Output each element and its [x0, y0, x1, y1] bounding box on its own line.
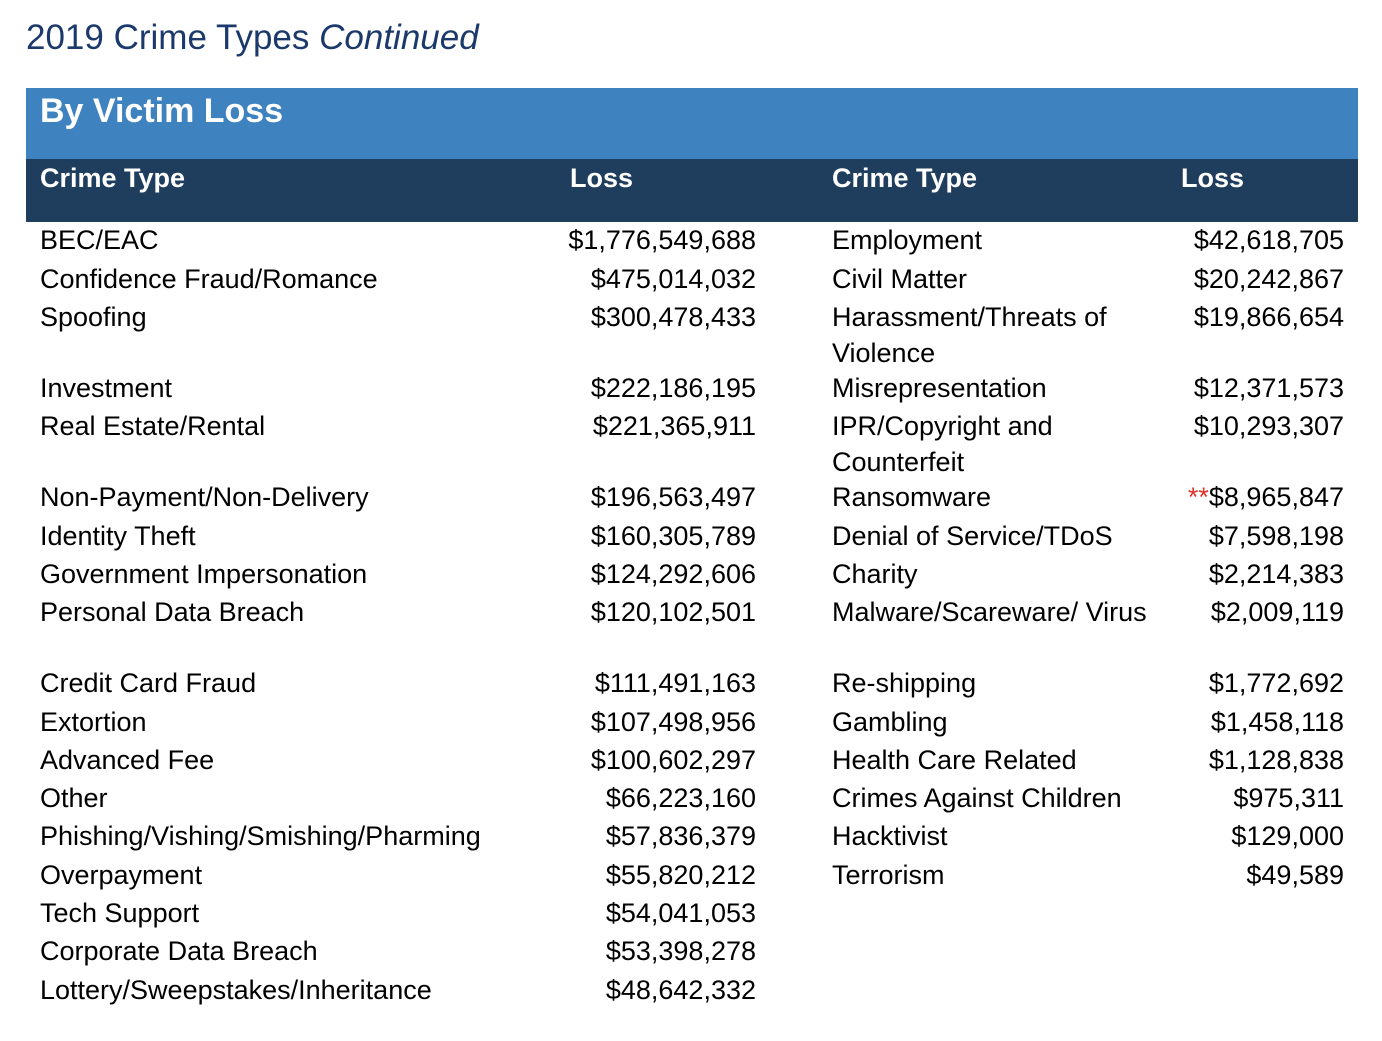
loss-cell: $2,214,383: [1208, 559, 1344, 589]
loss-cell: $975,311: [1233, 783, 1344, 813]
loss-cell: $1,776,549,688: [568, 225, 756, 255]
crime-type-cell: Advanced Fee: [40, 745, 215, 775]
loss-cell: $53,398,278: [605, 936, 756, 966]
crime-type-cell: BEC/EAC: [40, 225, 159, 255]
loss-cell: $2,009,119: [1210, 597, 1344, 627]
loss-cell: $57,836,379: [605, 821, 756, 851]
loss-cell: $221,365,911: [592, 411, 756, 441]
crime-type-cell: Overpayment: [40, 860, 203, 890]
loss-cell: $111,491,163: [594, 668, 756, 698]
loss-cell: $1,128,838: [1208, 745, 1344, 775]
loss-cell: $222,186,195: [590, 373, 756, 403]
loss-cell: $475,014,032: [590, 264, 756, 294]
loss-cell: $12,371,573: [1193, 373, 1344, 403]
header-left-crime-type: Crime Type: [40, 163, 186, 193]
crime-type-cell: Personal Data Breach: [40, 597, 305, 627]
loss-cell: $129,000: [1231, 821, 1344, 851]
crime-type-cell: Malware/Scareware/ Virus: [832, 597, 1147, 627]
crime-type-cell: Gambling: [832, 707, 948, 737]
crime-type-cell: Health Care Related: [832, 745, 1077, 775]
crime-type-cell: IPR/Copyright and Counterfeit: [832, 411, 1053, 477]
crime-type-cell: Lottery/Sweepstakes/Inheritance: [40, 975, 432, 1005]
page-title-italic: Continued: [319, 18, 479, 57]
crime-type-cell: Denial of Service/TDoS: [832, 521, 1113, 551]
crime-type-cell: Non-Payment/Non-Delivery: [40, 482, 369, 512]
loss-cell: $1,772,692: [1208, 668, 1344, 698]
crime-type-cell: Ransomware: [832, 482, 992, 512]
loss-cell: $19,866,654: [1193, 302, 1344, 332]
crime-type-cell: Tech Support: [40, 898, 200, 928]
loss-cell: $54,041,053: [605, 898, 756, 928]
crime-type-cell: Hacktivist: [832, 821, 948, 851]
crime-type-cell: Corporate Data Breach: [40, 936, 318, 966]
header-left-loss: Loss: [570, 163, 634, 193]
crime-type-cell: Investment: [40, 373, 173, 403]
loss-cell: $1,458,118: [1210, 707, 1344, 737]
page-title-main: 2019 Crime Types: [26, 18, 320, 57]
loss-cell: $48,642,332: [605, 975, 756, 1005]
crime-type-cell: Other: [40, 783, 108, 813]
crime-type-cell: Terrorism: [832, 860, 945, 890]
crime-type-cell: Phishing/Vishing/Smishing/Pharming: [40, 821, 481, 851]
loss-cell: $124,292,606: [590, 559, 756, 589]
crime-type-cell: Credit Card Fraud: [40, 668, 257, 698]
loss-cell: $300,478,433: [590, 302, 756, 332]
crime-type-cell: Harassment/Threats of Violence: [832, 302, 1107, 368]
banner-title: By Victim Loss: [40, 92, 284, 130]
loss-cell: $49,589: [1246, 860, 1344, 890]
loss-value: $8,965,847: [1208, 482, 1344, 512]
crime-type-cell: Real Estate/Rental: [40, 411, 266, 441]
header-right-crime-type: Crime Type: [832, 163, 978, 193]
loss-cell: $7,598,198: [1208, 521, 1344, 551]
page-title: [26, 18, 479, 58]
crime-type-cell: Misrepresentation: [832, 373, 1047, 403]
crime-type-cell: Charity: [832, 559, 918, 589]
crime-type-cell: Re-shipping: [832, 668, 977, 698]
crime-type-cell: Confidence Fraud/Romance: [40, 264, 378, 294]
loss-cell: $196,563,497: [590, 482, 756, 512]
table-header: [26, 159, 1358, 222]
crime-type-cell: Civil Matter: [832, 264, 968, 294]
loss-cell: $66,223,160: [605, 783, 756, 813]
crime-type-cell: Identity Theft: [40, 521, 196, 551]
loss-cell: $55,820,212: [605, 860, 756, 890]
header-right-loss: Loss: [1181, 163, 1245, 193]
crime-type-cell: Government Impersonation: [40, 559, 368, 589]
section-banner: [26, 88, 1358, 159]
crime-type-cell: Extortion: [40, 707, 147, 737]
loss-cell: $100,602,297: [590, 745, 756, 775]
loss-cell: $42,618,705: [1193, 225, 1344, 255]
loss-cell: $107,498,956: [590, 707, 756, 737]
crime-type-cell: Employment: [832, 225, 983, 255]
loss-cell: $160,305,789: [590, 521, 756, 551]
loss-cell: $120,102,501: [590, 597, 756, 627]
loss-cell: [1188, 479, 1344, 515]
crime-type-cell: Spoofing: [40, 302, 147, 332]
ransomware-marker: **: [1187, 482, 1209, 512]
crime-type-cell: Crimes Against Children: [832, 783, 1122, 813]
loss-cell: $10,293,307: [1193, 411, 1344, 441]
loss-cell: $20,242,867: [1193, 264, 1344, 294]
